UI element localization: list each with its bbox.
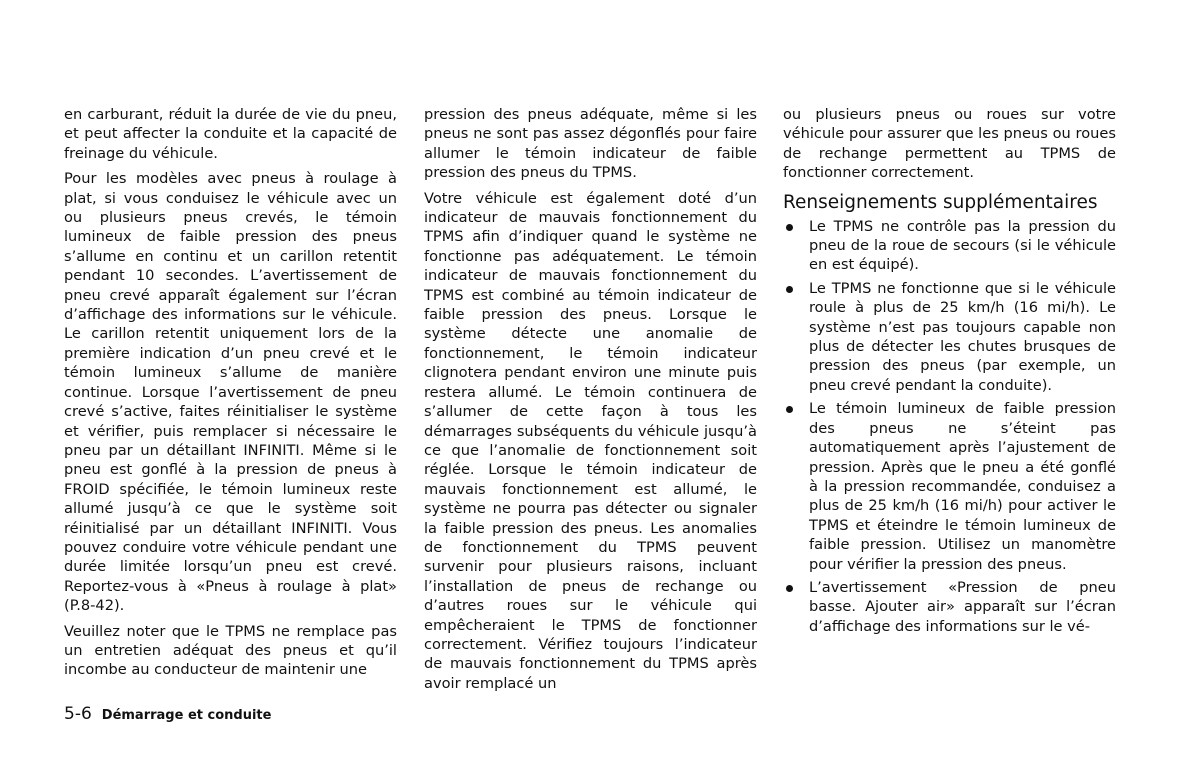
paragraph: Pour les modèles avec pneus à roulage à plat, si vous conduisez le véhicule avec un ou plusieurs pneus crevés, le témoin lumineux de faible pression des pneus s’allume en continu et un carillon retentit pendant 10 secondes. L’avertissement de pneu crevé apparaît également sur l’écran d’affichage des informations sur le véhicule. Le carillon retentit uniquement lors de la première indication d’un pneu crevé et le témoin lumineux s’allume de manière continue. Lorsque l’avertissement de pneu crevé s’active, faites réinitialiser le système et vérifier, puis remplacer si nécessaire le pneu par un détaillant INFINITI. Même si le pneu est gonflé à la pression de pneus à FROID spécifiée, le témoin lumineux reste allumé jusqu’à ce que le système soit réinitialisé par un détaillant INFINITI. Vous pouvez conduire votre véhicule pendant une durée limitée lorsqu’un pneu est crevé. Reportez-vous à «Pneus à roulage à plat» (P.8-42). [64,170,397,615]
list-item: Le TPMS ne fonctionne que si le véhicule roule à plus de 25 km/h (16 mi/h). Le système n’est pas toujours capable non plus de détecter les chutes brusques de pression des pneus (par exemple, un pneu crevé pendant la conduite). [783,279,1116,395]
section-heading: Renseignements supplémentaires [783,191,1098,213]
paragraph: Veuillez noter que le TPMS ne remplace pas un entretien adéquat des pneus et qu’il incombe au conducteur de maintenir une [64,622,397,679]
list-item: L’avertissement «Pression de pneu basse. Ajouter air» apparaît sur l’écran d’affichage des informations sur le vé- [783,578,1116,636]
paragraph: Votre véhicule est également doté d’un indicateur de mauvais fonctionnement du TPMS afin d’indiquer quand le système ne fonctionne pas adéquatement. Le témoin indicateur de mauvais fonctionnement du TPMS est combiné au témoin indicateur de faible pression des pneus. Lorsque le système détecte une anomalie de fonctionnement, le témoin indicateur clignotera pendant environ une minute puis restera allumé. Le témoin continuera de s’allumer de cette façon à tous les démarrages subséquents du véhicule jusqu’à ce que l’anomalie de fonctionnement soit réglée. Lorsque le témoin indicateur de mauvais fonctionnement est allumé, le système ne pourra pas détecter ou signaler la faible pression des pneus. Les anomalies de fonctionnement du TPMS peuvent survenir pour plusieurs raisons, incluant l’installation de pneus de rechange ou d’autres roues sur le véhicule qui empêcheraient le TPMS de fonctionner correctement. Vérifiez toujours l’indicateur de mauvais fonctionnement du TPMS après avoir remplacé un [424,189,757,692]
page-footer [64,704,271,724]
paragraph: en carburant, réduit la durée de vie du pneu, et peut affecter la conduite et la capacité de freinage du véhicule. [64,106,397,162]
paragraph: ou plusieurs pneus ou roues sur votre véhicule pour assurer que les pneus ou roues de rechange permettent au TPMS de fonctionner correctement. [783,106,1116,182]
column-3 [783,105,1116,640]
page-number: 5-6 [64,704,92,724]
bullet-list [783,217,1116,637]
list-item: Le témoin lumineux de faible pression des pneus ne s’éteint pas automatiquement après l’ajustement de pression. Après que le pneu a été gonflé à la pression recommandée, conduisez a plus de 25 km/h (16 mi/h) pour activer le TPMS et éteindre le témoin lumineux de faible pression. Utilisez un manomètre pour vérifier la pression des pneus. [783,399,1116,574]
chapter-title: Démarrage et conduite [101,708,272,723]
column-1 [64,105,397,686]
list-item: Le TPMS ne contrôle pas la pression du pneu de la roue de secours (si le véhicule en est équipé). [783,217,1116,275]
column-2 [424,105,757,699]
paragraph: pression des pneus adéquate, même si les pneus ne sont pas assez dégonflés pour faire allumer le témoin indicateur de faible pression des pneus du TPMS. [424,106,757,182]
